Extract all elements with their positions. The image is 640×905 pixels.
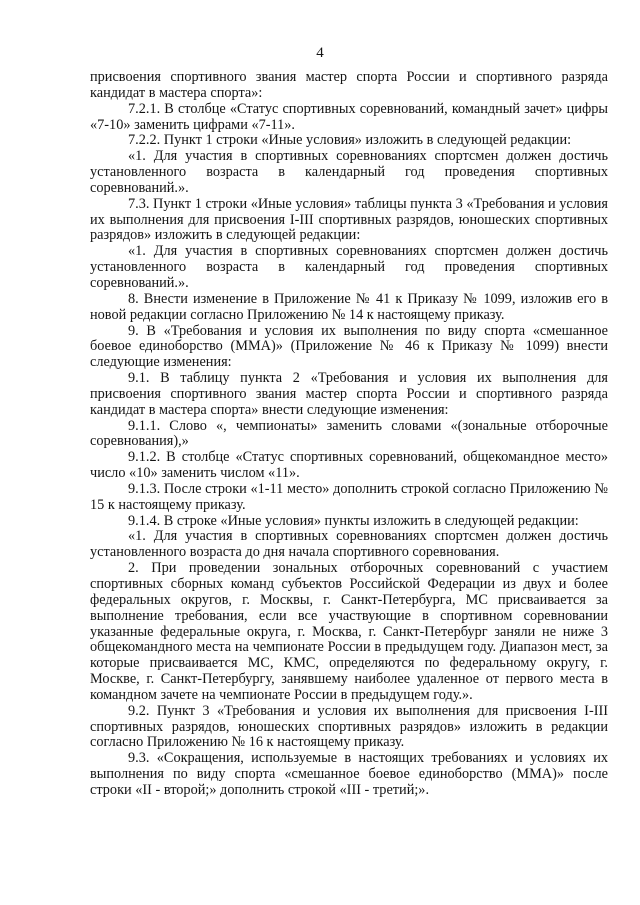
paragraph-p01: присвоения спортивного звания мастер спорта России и спортивного разряда кандидат в мастера спорта»: (90, 69, 608, 101)
paragraph-p16: 9.2. Пункт 3 «Требования и условия их выполнения для присвоения I-III спортивных разрядов, юношеских спортивных разрядов» изложить в редакции согласно Приложению № 16 к настоящему приказу. (90, 702, 608, 751)
paragraph-p17: 9.3. «Сокращения, используемые в настоящих требованиях и условиях их выполнения по виду спорта «смешанное боевое единоборство (ММА)» после строки «II - второй;» дополнить строкой «III - третий;». (90, 750, 608, 798)
paragraph-p12: 9.1.3. После строки «1-11 место» дополнить строкой согласно Приложению № 15 к настоящему приказу. (90, 480, 608, 513)
paragraph-p09: 9.1. В таблицу пункта 2 «Требования и условия их выполнения для присвоения спортивного звания мастер спорта России и спортивного разряда кандидат в мастера спорта» внести следующие изменения: (90, 370, 608, 418)
paragraph-p06: «1. Для участия в спортивных соревнованиях спортсмен должен достичь установленного возраста в календарный год проведения спортивных соревнований.». (90, 243, 608, 291)
page-number: 4 (316, 45, 324, 61)
paragraph-p11: 9.1.2. В столбце «Статус спортивных соревнований, общекомандное место» число «10» заменить числом «11». (90, 449, 608, 482)
paragraph-p13: 9.1.4. В строке «Иные условия» пункты изложить в следующей редакции: (128, 512, 579, 529)
paragraph-p15: 2. При проведении зональных отборочных соревнований с участием спортивных сборных команд субъектов Российской Федерации из двух и более федеральных округов, г. Москвы, г. Санкт-Петербурга, МС присваивается за выполнение требования, если все участвующие в спортивном соревновании указанные федеральные округа, г. Москва, г. Санкт-Петербург заняли не ниже 3 общекомандного места на чемпионате России в предыдущем году. Диапазон мест, за которые присваивается МС, КМС, определяются по федеральному округу, г. Москве, г. Санкт-Петербургу, занявшему наиболее удаленное от первого места в командном зачете на чемпионате России в предыдущем году.». (90, 560, 608, 703)
document-body (90, 70, 608, 799)
paragraph-p10: 9.1.1. Слово «, чемпионаты» заменить словами «(зональные отборочные соревнования),» (90, 417, 608, 450)
paragraph-p14: «1. Для участия в спортивных соревнованиях спортсмен должен достичь установленного возраста до дня начала спортивного соревнования. (90, 528, 608, 561)
paragraph-p03: 7.2.2. Пункт 1 строки «Иные условия» изложить в следующей редакции: (128, 132, 572, 149)
paragraph-p08: 9. В «Требования и условия их выполнения по виду спорта «смешанное боевое единоборство (ММА)» (Приложение № 46 к Приказу № 1099) внести следующие изменения: (90, 322, 608, 371)
paragraph-p04: «1. Для участия в спортивных соревнованиях спортсмен должен достичь установленного возраста в календарный год проведения спортивных соревнований.». (90, 148, 608, 196)
paragraph-p05: 7.3. Пункт 1 строки «Иные условия» таблицы пункта 3 «Требования и условия их выполнения для присвоения I-III спортивных разрядов, юношеских спортивных разрядов» изложить в следующей редакции: (90, 195, 608, 244)
paragraph-p02: 7.2.1. В столбце «Статус спортивных соревнований, командный зачет» цифры «7-10» заменить цифрами «7-11». (90, 100, 608, 133)
paragraph-p07: 8. Внести изменение в Приложение № 41 к Приказу № 1099, изложив его в новой редакции согласно Приложению № 14 к настоящему приказу. (90, 290, 608, 323)
